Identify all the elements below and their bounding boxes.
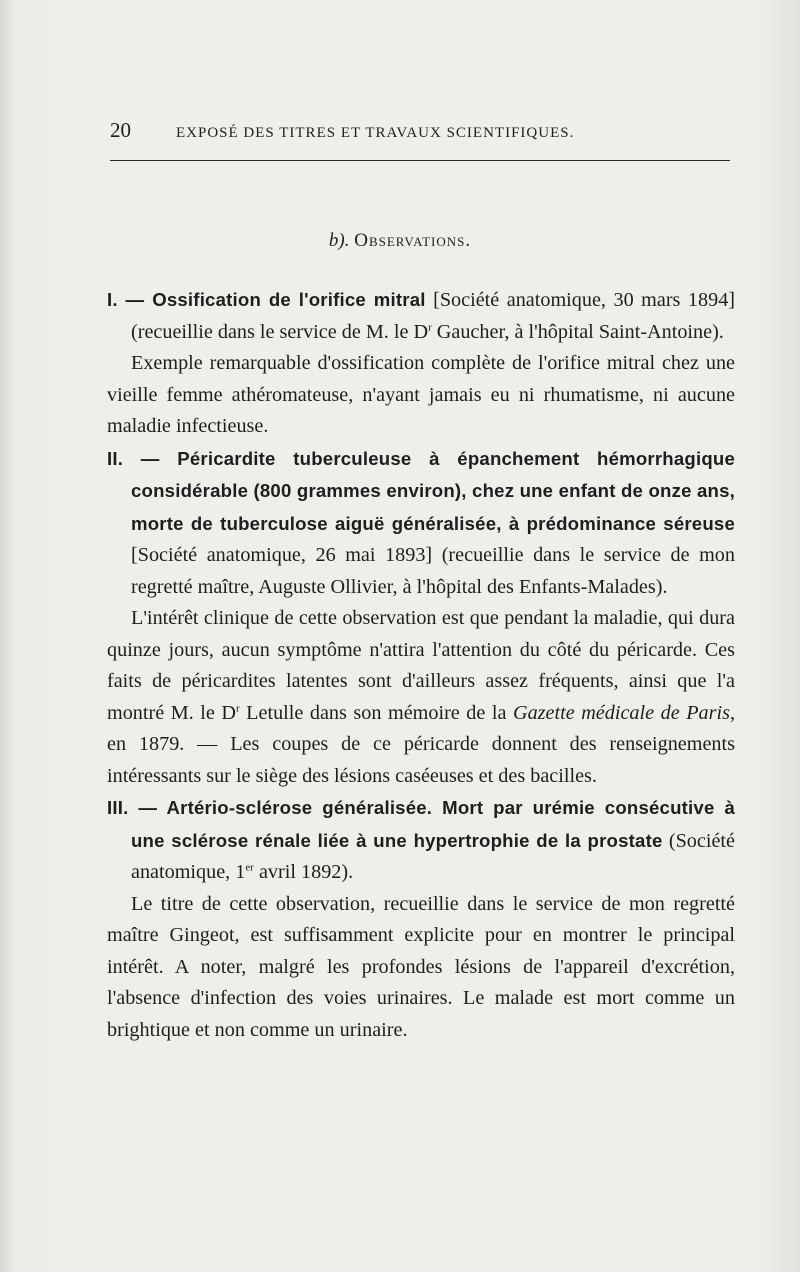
entry-2-body-text-cont: Letulle dans son mémoire de la [239, 701, 513, 724]
section-heading [0, 230, 800, 252]
page-header [110, 118, 730, 143]
entry-3-body: Le titre de cette observation, recueillie dans le service de mon regretté maître Gingeot, est suffisamment explicite pour en montrer le principal intérêt. A noter, malgré les profondes lésions de l'appareil d'excrétion, l'absence d'infection des voies urinaires. Le malade est mort comme un brightique et non comme un urinaire. [107, 892, 735, 1041]
entry-1-numeral: I. [107, 289, 118, 310]
page-number: 20 [110, 118, 131, 142]
entry-2-title: Péricardite tuberculeuse à épanchement hémorrhagique considérable (800 grammes environ), chez une enfant de onze ans, morte de tuberculose aiguë généralisée, à prédominance séreuse [131, 447, 735, 534]
section-letter: b). [328, 230, 350, 251]
entry-2-body-end: , en 1879. — Les coupes de ce péricarde donnent des renseignements intéressants sur le siège des lésions caséeuses et des bacilles. [107, 701, 735, 787]
entry-3-title: Artério-sclérose généralisée. Mort par urémie consécutive à une sclérose rénale liée à une hypertrophie de la prostate [131, 797, 735, 851]
entry-2-heading [107, 443, 735, 604]
entry-3-reference-sup: er [245, 861, 254, 874]
running-title: EXPOSÉ DES TITRES ET TRAVAUX SCIENTIFIQUES. [176, 125, 575, 141]
entry-2-dash: — [123, 447, 178, 469]
entry-1-reference-sup: r [428, 320, 432, 333]
header-rule [110, 160, 730, 161]
entry-2-body-text: L'intérêt clinique de cette observation est que pendant la maladie, qui dura quinze jours, aucun symptôme n'attira l'attention du côté du péricarde. Ces faits de péricardites latentes sont d'ailleurs assez fréquents, ainsi que l'a montré M. le D [107, 607, 735, 724]
entry-1-reference: [Société anatomique, 30 mars 1894] (recueillie dans le service de M. le D [131, 289, 736, 343]
entry-1-heading [107, 284, 735, 348]
entry-1-dash: — [117, 289, 153, 310]
entry-1-title: Ossification de l'orifice mitral [152, 289, 426, 310]
entry-3-numeral: III. [107, 797, 129, 818]
entry-2-numeral: II. [107, 447, 124, 469]
entry-3-reference-end: avril 1892). [253, 861, 354, 883]
entry-3-reference: (Société anatomique, 1 [131, 829, 735, 883]
body-text [107, 284, 735, 1046]
entry-2-body-sup: r [235, 701, 240, 714]
entry-2-reference: [Société anatomique, 26 mai 1893] (recueillie dans le service de mon regretté maître, Auguste Ollivier, à l'hôpital des Enfants-Malades). [131, 544, 735, 598]
entry-3-dash: — [128, 797, 167, 818]
section-title: Observations. [354, 230, 472, 251]
entry-3-heading [107, 792, 735, 889]
entry-2-journal-title: Gazette médicale de Paris [513, 701, 730, 724]
entry-1-reference-end: Gaucher, à l'hôpital Saint-Antoine). [431, 320, 724, 343]
entry-2-body [107, 603, 735, 792]
entry-1-body: Exemple remarquable d'ossification complète de l'orifice mitral chez une vieille femme athéromateuse, n'ayant jamais eu ni rhumatisme, ni aucune maladie infectieuse. [107, 352, 735, 437]
